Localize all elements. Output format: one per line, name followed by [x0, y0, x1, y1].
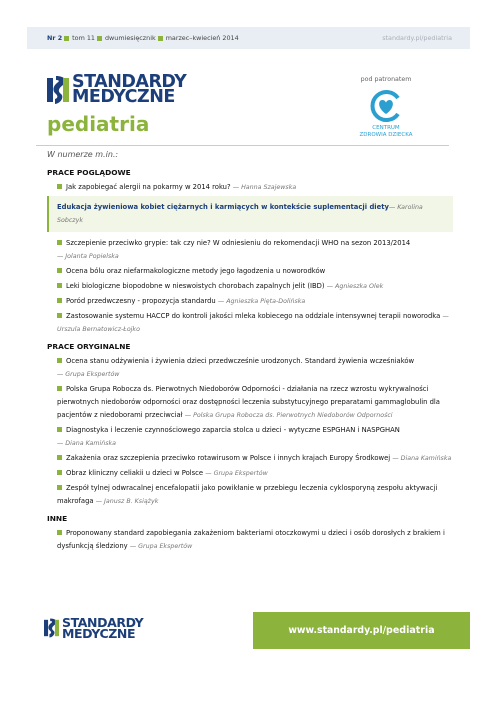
list-item[interactable]: Polska Grupa Robocza ds. Pierwotnych Niedoborów Odporności - działania na rzecz wzrostu wykrywalności pierwotnych niedoborów odporności oraz dostępności leczenia substytucyjnego preparatami gammaglobulin dla pacjentów z niedoborami przeciwciał — Polska Grupa Robocza ds. Pierwotnych Niedoborów Odporności — [57, 385, 440, 419]
frequency: dwumiesięcznik — [104, 34, 156, 42]
section-title: INNE — [47, 514, 68, 523]
logo-line-1: STANDARDY — [72, 72, 187, 92]
bullet-square-icon — [57, 455, 62, 460]
list-item[interactable]: Ocena bólu oraz niefarmakologiczne metody jego łagodzenia u noworodków — [57, 265, 453, 278]
footer-logo-line-1: STANDARDY — [62, 615, 144, 630]
bullet-square-icon — [158, 36, 163, 41]
list-item[interactable]: Zakażenia oraz szczepienia przeciwko rotawirusom w Polsce i innych krajach Europy Środkowej — Diana Kamińska — [57, 452, 453, 465]
issue-info-bar — [27, 27, 470, 49]
bullet-square-icon — [57, 358, 62, 363]
s-logo-icon — [47, 75, 69, 105]
list-item[interactable]: Szczepienie przeciwko grypie: tak czy nie? W odniesieniu do rekomendacji WHO na sezon 2013/2014 — Jolanta Popielska — [57, 239, 411, 260]
section-title: PRACE ORYGINALNE — [47, 342, 131, 351]
bullet-square-icon — [57, 485, 62, 490]
volume: tom 11 — [72, 34, 95, 42]
bullet-square-icon — [97, 36, 102, 41]
logo-line-2: MEDYCZNE — [72, 87, 175, 107]
bullet-square-icon — [57, 184, 62, 189]
s-logo-icon — [44, 617, 59, 639]
list-item[interactable]: Proponowany standard zapobiegania zakażeniom bakteriami otoczkowymi u dzieci i osób dorosłych z brakiem i dysfunkcją śledziony — Grupa Ekspertów — [57, 529, 445, 550]
footer-logo — [44, 617, 143, 639]
bullet-square-icon — [57, 240, 62, 245]
list-item[interactable]: Jak zapobiegać alergii na pokarmy w 2014 roku? — Hanna Szajewska — [57, 181, 453, 194]
standardy-medyczne-logo — [47, 72, 187, 107]
bullet-square-icon — [57, 283, 62, 288]
list-item[interactable]: Obraz kliniczny celiakii u dzieci w Polsce — Grupa Ekspertów — [57, 467, 453, 480]
footer-logo-line-2: MEDYCZNE — [62, 626, 136, 641]
patron-org-line-1: CENTRUM — [372, 125, 400, 131]
bullet-square-icon — [57, 386, 62, 391]
list-item[interactable]: Diagnostyka i leczenie czynnościowego zaparcia stolca u dzieci - wytyczne ESPGHAN i NASPGHAN — Diana Kamińska — [57, 426, 400, 447]
bullet-square-icon — [57, 427, 62, 432]
bullet-square-icon — [57, 470, 62, 475]
footer-url-main: www.standardy.pl/ — [288, 625, 387, 636]
footer-url-link[interactable] — [253, 612, 470, 649]
header-url-link[interactable]: standardy.pl/pediatria — [382, 34, 452, 42]
list-item[interactable]: Poród przedwczesny - propozycja standardu — Agnieszka Pięta-Dolińska — [57, 295, 453, 308]
patron-org-line-2: ZDROWIA DZIECKA — [359, 132, 413, 138]
patronage-block — [350, 76, 422, 139]
divider — [36, 145, 449, 146]
bullet-square-icon — [57, 313, 62, 318]
issue-period: marzec–kwiecień 2014 — [165, 34, 239, 42]
bullet-square-icon — [57, 298, 62, 303]
table-of-contents — [47, 168, 453, 555]
footer-url-sub: pediatria — [386, 625, 435, 636]
highlighted-article[interactable]: Edukacja żywieniowa kobiet ciężarnych i karmiących w kontekście suplementacji diety— Karolina Sobczyk — [47, 196, 453, 232]
bullet-square-icon — [57, 530, 62, 535]
issue-number: Nr 2 — [47, 34, 63, 42]
patronage-label: pod patronatem — [360, 76, 412, 83]
section-title: PRACE POGLĄDOWE — [47, 168, 131, 177]
list-item[interactable]: Zastosowanie systemu HACCP do kontroli jakości mleka kobiecego na oddziale intensywnej terapii noworodka — Urszula Bernatowicz-Łojko — [57, 312, 449, 333]
list-item[interactable]: Ocena stanu odżywienia i żywienia dzieci przedwcześnie urodzonych. Standard żywienia wcześniaków — Grupa Ekspertów — [57, 357, 415, 378]
heart-c-logo-icon — [369, 89, 403, 123]
list-item[interactable]: Leki biologiczne biopodobne w nieswoistych chorobach zapalnych jelit (IBD) — Agnieszka Olek — [57, 280, 453, 293]
list-item[interactable]: Zespół tylnej odwracalnej encefalopatii jako powikłanie w przebiegu leczenia cyklosporyną zespołu aktywacji makrofaga — Janusz B. Książyk — [57, 484, 438, 505]
bullet-square-icon — [57, 268, 62, 273]
intro-text: W numerze m.in.: — [47, 150, 119, 159]
journal-subtitle: pediatria — [47, 112, 150, 136]
bullet-square-icon — [64, 36, 69, 41]
